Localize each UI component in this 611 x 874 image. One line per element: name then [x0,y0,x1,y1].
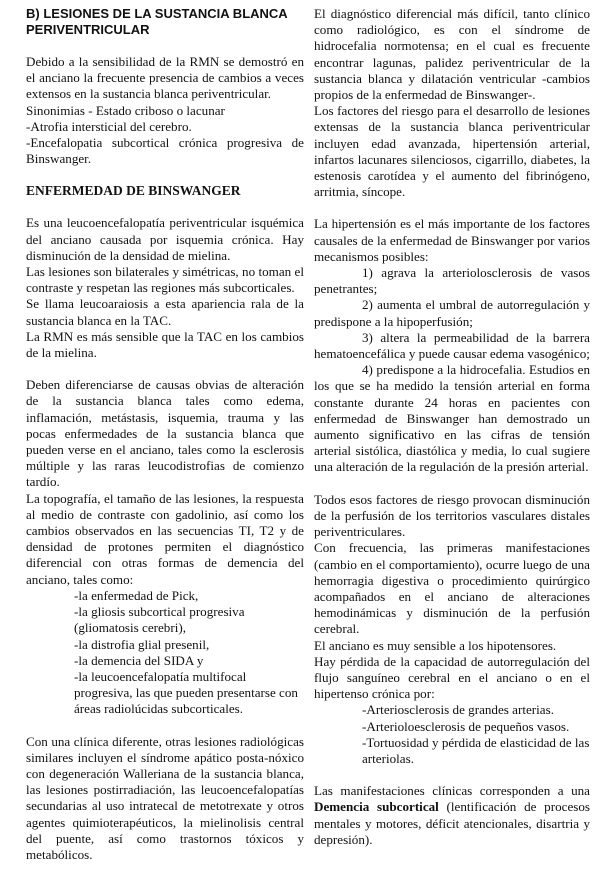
paragraph: Con una clínica diferente, otras lesiones radiológicas similares incluyen el síndrome apático posta-nóxico con degeneración Walleriana de la sustancia blanca, las lesiones postirradiación, las leucoencefalopatías secundarias al uso intratecal de metotrexate y otros agentes quimioterapéuticos, la mielinolisis central del puente, así como trastornos tóxicos y metabólicos. [26,733,304,862]
right-column [314,6,590,848]
paragraph: Los factores del riesgo para el desarrollo de lesiones extensas de la sustancia blanca periventricular incluyen edad avanzada, hipertensión arterial, infartos lacunares silenciosos, cigarrillo, diabetes, la estenosis carotídea y el aumento del fibrinógeno, arritmia, síncope. [314,103,590,200]
list-item: -Arteriosclerosis de grandes arterias. [362,702,554,718]
list-item: -la enfermedad de Pick, [74,587,199,603]
mechanism-item: 4) predispone a la hidrocefalia. Estudios en los que se ha medido la tensión arterial en forma constante durante 24 horas en pacientes con enfermedad de Binswanger han demostrado un aumento significativo en las cifras de tensión arterial sistólica, diastólica y media, lo cual sugiere una alteración de la regulación de la presión arterial. [314,362,590,475]
list-item: -la distrofia glial presenil, [74,636,210,652]
paragraph: La RMN es más sensible que la TAC en los cambios de la mielina. [26,328,304,361]
bold-term: Demencia subcortical [314,799,439,815]
paragraph: Hay pérdida de la capacidad de autorregulación del flujo sanguíneo cerebral en el anciano o en el hipertenso crónica por: [314,653,590,702]
mechanism-item: 3) altera la permeabilidad de la barrera hematoencefálica y puede causar edema vasogénico; [314,329,590,362]
list-item: -la gliosis subcortical progresiva (gliomatosis cerebri), [74,604,245,636]
paragraph: El diagnóstico diferencial más difícil, tanto clínico como radiológico, es con el síndrome de hidrocefalia normotensa; en el cual es frecuente encontrar lagunas, palidez periventricular de la sustancia blanca y dilatación ventricular -cambios propios de la enfermedad de Binswanger-. [314,6,590,103]
left-column [26,6,304,863]
paragraph: Todos esos factores de riesgo provocan disminución de la perfusión de los territorios vasculares distales periventriculares. [314,491,590,540]
synonym-line: -Atrofia intersticial del cerebro. [26,118,192,134]
synonym-line: -Encefalopatia subcortical crónica progresiva de Binswanger. [26,135,304,167]
list-item: -la demencia del SIDA y [74,652,204,668]
section-b-heading: B) LESIONES DE LA SUSTANCIA BLANCA PERIVENTRICULAR [26,6,288,37]
mechanism-item: 1) agrava la arteriolosclerosis de vasos penetrantes; [314,265,590,297]
text-span: (lentificación de procesos mentales y motores, déficit atencionales, disartria y depresión). [314,799,590,847]
paragraph: Con frecuencia, las primeras manifestaciones (cambio en el comportamiento), ocurre luego de una hemorragia digestiva o procedimiento quirúrgico acompañados en el anciano de alteraciones hemodinámicas y disminución de la perfusión cerebral. [314,540,590,637]
synonym-line: Sinonimias - Estado criboso o lacunar [26,102,225,118]
binswanger-heading: ENFERMEDAD DE BINSWANGER [26,183,241,199]
list-item: -Tortuosidad y pérdida de elasticidad de las arteriolas. [362,734,590,766]
text-span: Las manifestaciones clínicas corresponden a una [314,783,590,799]
mechanism-item: 2) aumenta el umbral de autorregulación y predispone a la hipoperfusión; [314,297,590,329]
paragraph: Se llama leucoaraiosis a esta apariencia rala de la sustancia blanca en la TAC. [26,296,304,328]
paragraph: Debido a la sensibilidad de la RMN se demostró en el anciano la frecuente presencia de cambios a veces extensos en la sustancia blanca periventricular. [26,54,304,102]
paragraph [314,783,590,848]
paragraph: Es una leucoencefalopatía periventricular isquémica del anciano causada por isquemia crónica. Hay disminución de la densidad de mielina. [26,215,304,263]
paragraph: Deben diferenciarse de causas obvias de alteración de la sustancia blanca tales como edema, inflamación, metástasis, isquemia, trauma y las pocas enfermedades de la sustancia blanca que pueden verse en el anciano, tales como la esclerosis múltiple y las raras leucodistrofias de comienzo tardío. [26,377,304,490]
list-item: -Arterioloesclerosis de pequeños vasos. [362,718,570,734]
list-item: -la leucoencefalopatía multifocal progresiva, las que pueden presentarse con áreas radiolúcidas subcorticales. [74,668,298,717]
paragraph: La hipertensión es el más importante de los factores causales de la enfermedad de Binswanger por varios mecanismos posibles: [314,216,590,264]
paragraph: Las lesiones son bilaterales y simétricas, no toman el contraste y respetan las regiones más subcorticales. [26,264,304,296]
paragraph: El anciano es muy sensible a los hipotensores. [314,637,557,653]
paragraph: La topografía, el tamaño de las lesiones, la respuesta al medio de contraste con gadolinio, así como los cambios observados en las secuencias TI, T2 y de densidad de protones permiten el diagnóstico diferencial con otras formas de demencia del anciano, tales como: [26,490,304,587]
